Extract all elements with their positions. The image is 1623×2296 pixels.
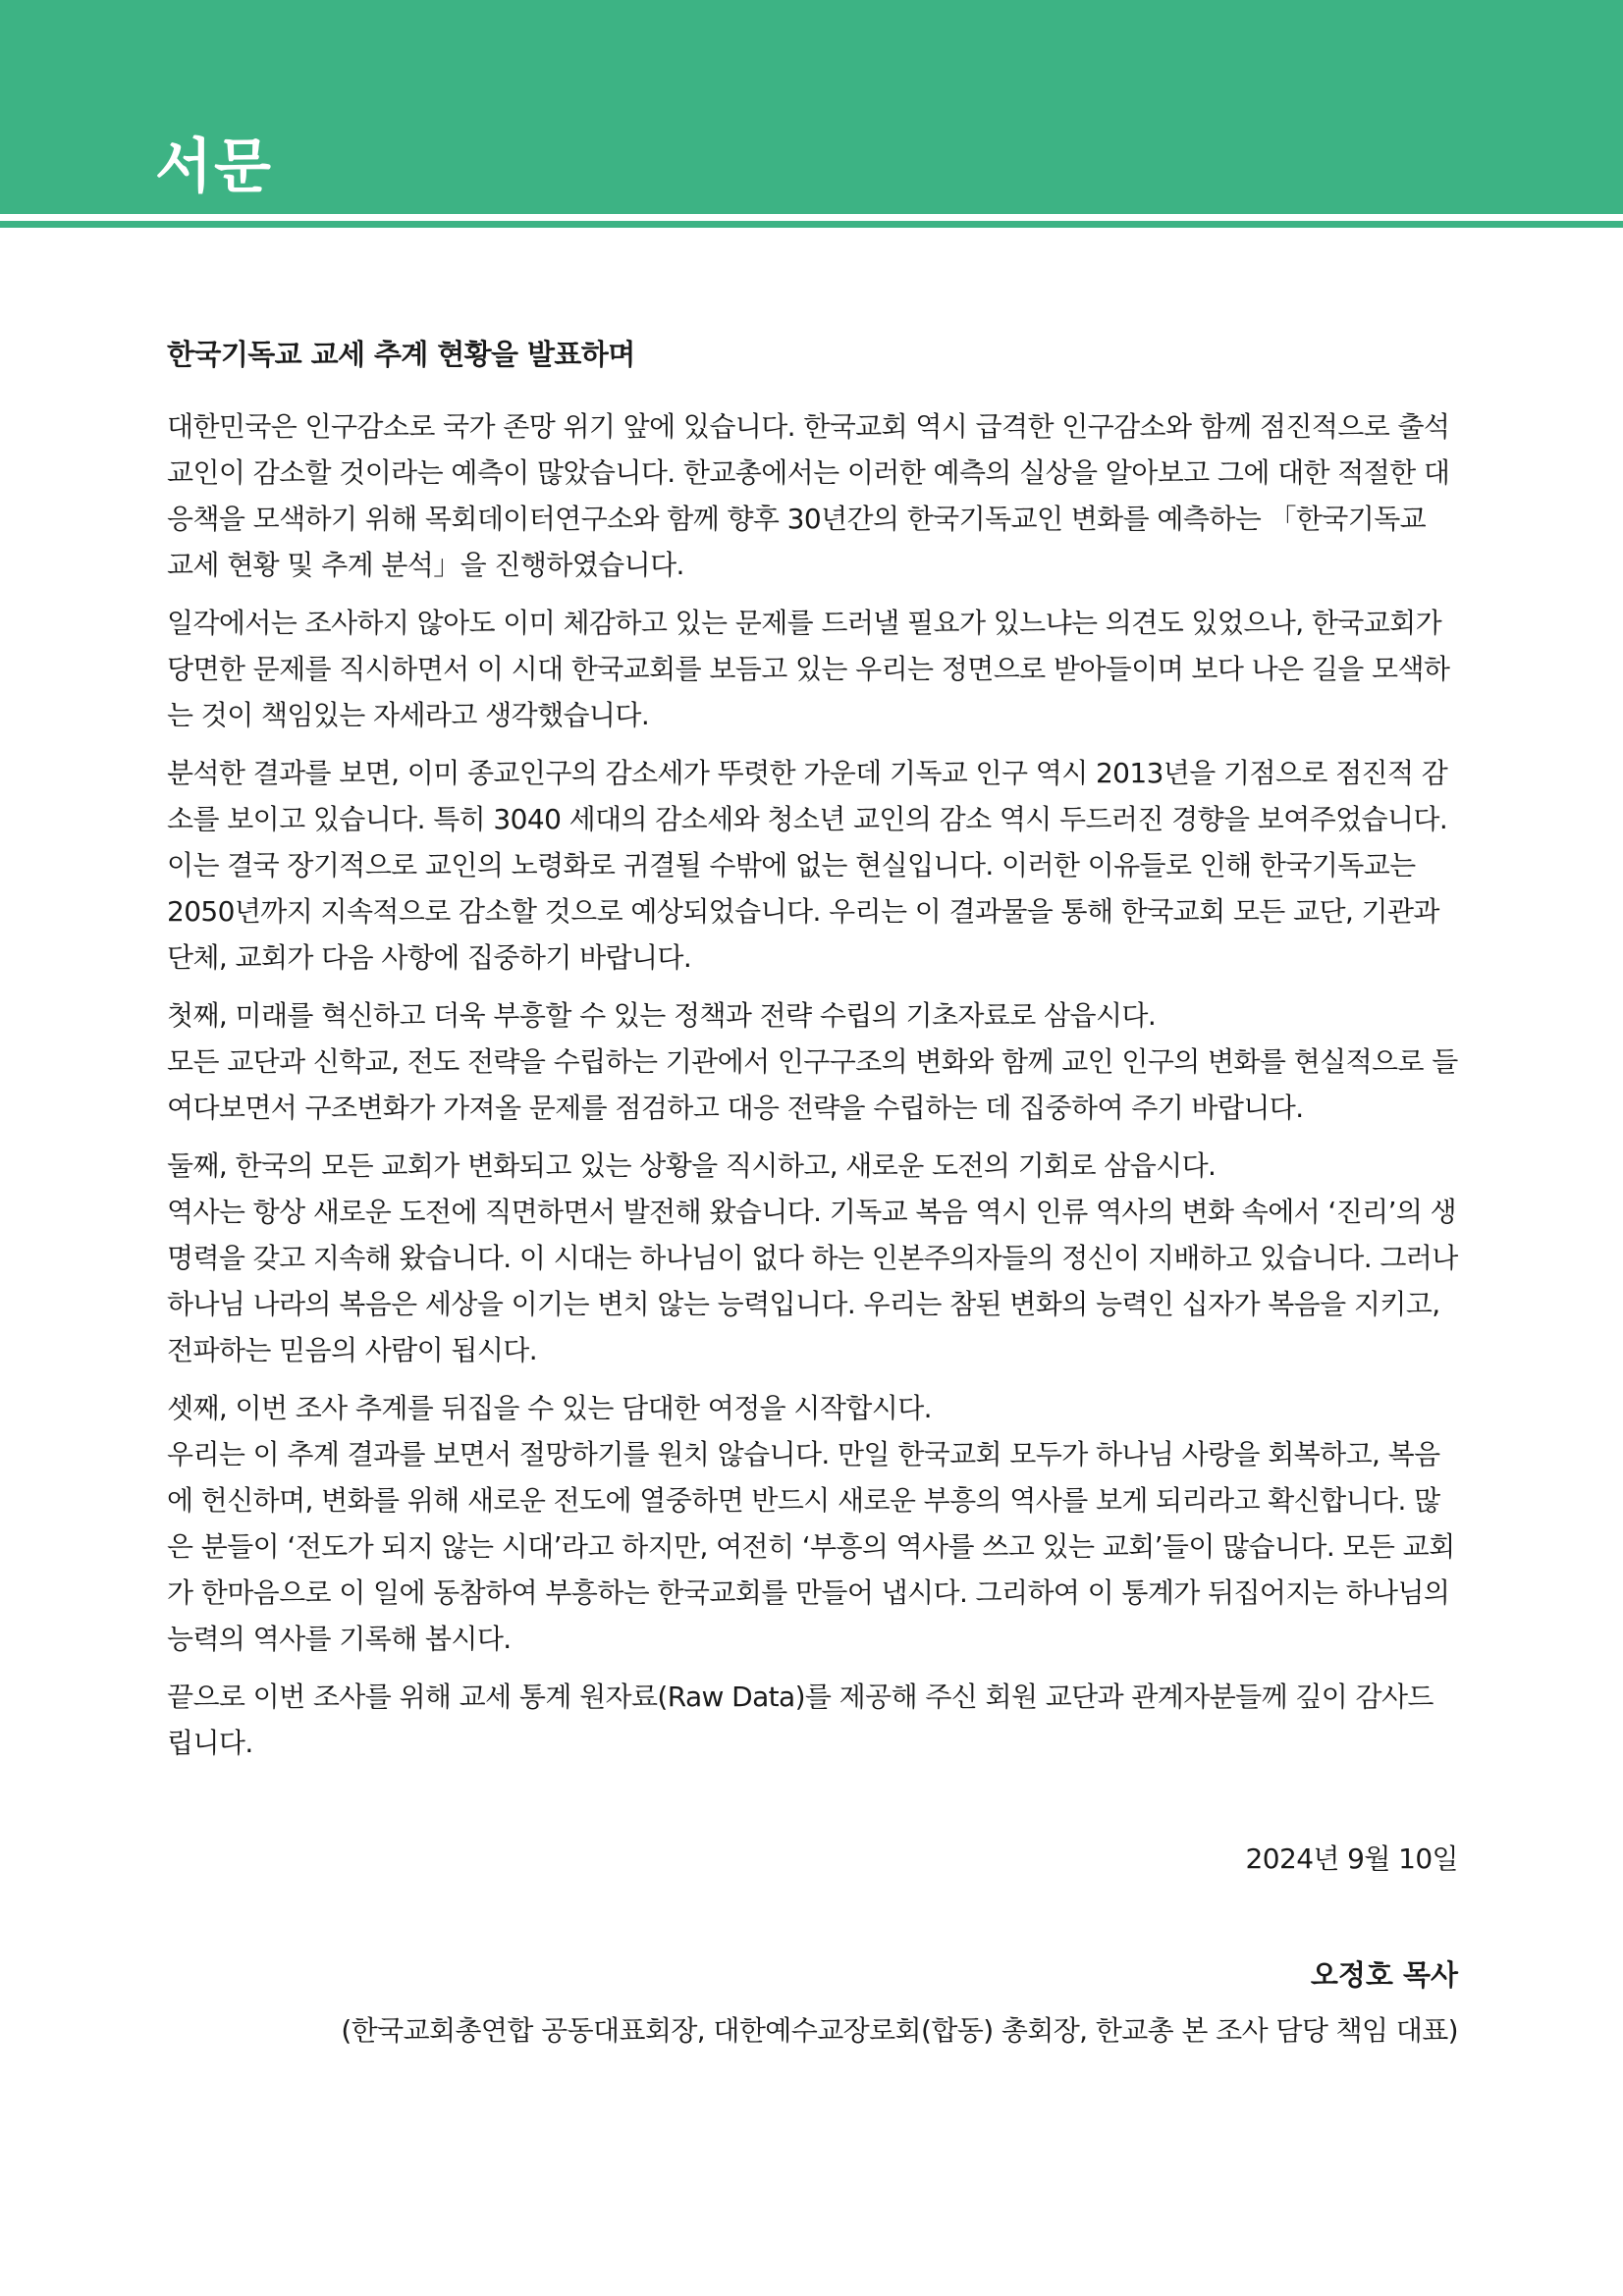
paragraph-line: 대한민국은 인구감소로 국가 존망 위기 앞에 있습니다. 한국교회 역시 급격한 인구감소와 함께 점진적으로 출석 교인이 감소할 것이라는 예측이 많았습니다. 한교총에서는 이러한 예측의 실상을 알아보고 그에 대한 적절한 대응책을 모색하기 위해 목회데이터연구소와 함께 향후 30년간의 한국기독교인 변화를 예측하는 「한국기독교 교세 현황 및 추계 분석」을 진행하였습니다.: [167, 410, 1450, 581]
document-heading: 한국기독교 교세 추계 현황을 발표하며: [167, 338, 635, 371]
paragraph-purpose: [167, 600, 1459, 738]
paragraph-first-point: [167, 992, 1459, 1131]
point-body: 모든 교단과 신학교, 전도 전략을 수립하는 기관에서 인구구조의 변화와 함께 교인 인구의 변화를 현실적으로 들여다보면서 구조변화가 가져올 문제를 점검하고 대응 전략을 수립하는 데 집중하여 주기 바랍니다.: [167, 1045, 1458, 1124]
point-title: 첫째, 미래를 혁신하고 더욱 부흥할 수 있는 정책과 전략 수립의 기초자료로 삼읍시다.: [167, 999, 1157, 1032]
point-title: 둘째, 한국의 모든 교회가 변화되고 있는 상황을 직시하고, 새로운 도전의 기회로 삼읍시다.: [167, 1149, 1217, 1182]
paragraph-line: 끝으로 이번 조사를 위해 교세 통계 원자료(Raw Data)를 제공해 주신 회원 교단과 관계자분들께 깊이 감사드립니다.: [167, 1681, 1434, 1759]
signer-name: 오정호 목사: [1310, 1958, 1458, 1992]
header-divider-line: [0, 221, 1623, 228]
document-body: [167, 332, 1459, 1778]
paragraph-line: 분석한 결과를 보면, 이미 종교인구의 감소세가 뚜렷한 가운데 기독교 인구 역시 2013년을 기점으로 점진적 감소를 보이고 있습니다. 특히 3040 세대의 감소세와 청소년 교인의 감소 역시 두드러진 경향을 보여주었습니다. 이는 결국 장기적으로 교인의 노령화로 귀결될 수밖에 없는 현실입니다. 이러한 이유들로 인해 한국기독교는 2050년까지 지속적으로 감소할 것으로 예상되었습니다. 우리는 이 결과물을 통해 한국교회 모든 교단, 기관과 단체, 교회가 다음 사항에 집중하기 바랍니다.: [167, 757, 1448, 974]
paragraph-intro: [167, 403, 1459, 588]
point-title: 셋째, 이번 조사 추계를 뒤집을 수 있는 담대한 여정을 시작합시다.: [167, 1392, 932, 1424]
point-body: 우리는 이 추계 결과를 보면서 절망하기를 원치 않습니다. 만일 한국교회 모두가 하나님 사랑을 회복하고, 복음에 헌신하며, 변화를 위해 새로운 전도에 열중하면 반드시 새로운 부흥의 역사를 보게 되리라고 확신합니다. 많은 분들이 ‘전도가 되지 않는 시대’라고 하지만, 여전히 ‘부흥의 역사를 쓰고 있는 교회’들이 많습니다. 모든 교회가 한마음으로 이 일에 동참하여 부흥하는 한국교회를 만들어 냅시다. 그리하여 이 통계가 뒤집어지는 하나님의 능력의 역사를 기록해 봅시다.: [167, 1438, 1455, 1655]
page-title: 서문: [155, 133, 273, 201]
paragraph-analysis: [167, 750, 1459, 981]
document-date: 2024년 9월 10일: [1245, 1842, 1458, 1875]
paragraph-acknowledgement: [167, 1674, 1459, 1766]
paragraph-second-point: [167, 1143, 1459, 1373]
paragraph-line: 일각에서는 조사하지 않아도 이미 체감하고 있는 문제를 드러낼 필요가 있느냐는 의견도 있었으나, 한국교회가 당면한 문제를 직시하면서 이 시대 한국교회를 보듬고 있는 우리는 정면으로 받아들이며 보다 나은 길을 모색하는 것이 책임있는 자세라고 생각했습니다.: [167, 607, 1450, 731]
point-body: 역사는 항상 새로운 도전에 직면하면서 발전해 왔습니다. 기독교 복음 역시 인류 역사의 변화 속에서 ‘진리’의 생명력을 갖고 지속해 왔습니다. 이 시대는 하나님이 없다 하는 인본주의자들의 정신이 지배하고 있습니다. 그러나 하나님 나라의 복음은 세상을 이기는 변치 않는 능력입니다. 우리는 참된 변화의 능력인 십자가 복음을 지키고, 전파하는 믿음의 사람이 됩시다.: [167, 1196, 1458, 1366]
signer-role: (한국교회총연합 공동대표회장, 대한예수교장로회(합동) 총회장, 한교총 본 조사 담당 책임 대표): [341, 2014, 1458, 2047]
paragraph-third-point: [167, 1385, 1459, 1662]
